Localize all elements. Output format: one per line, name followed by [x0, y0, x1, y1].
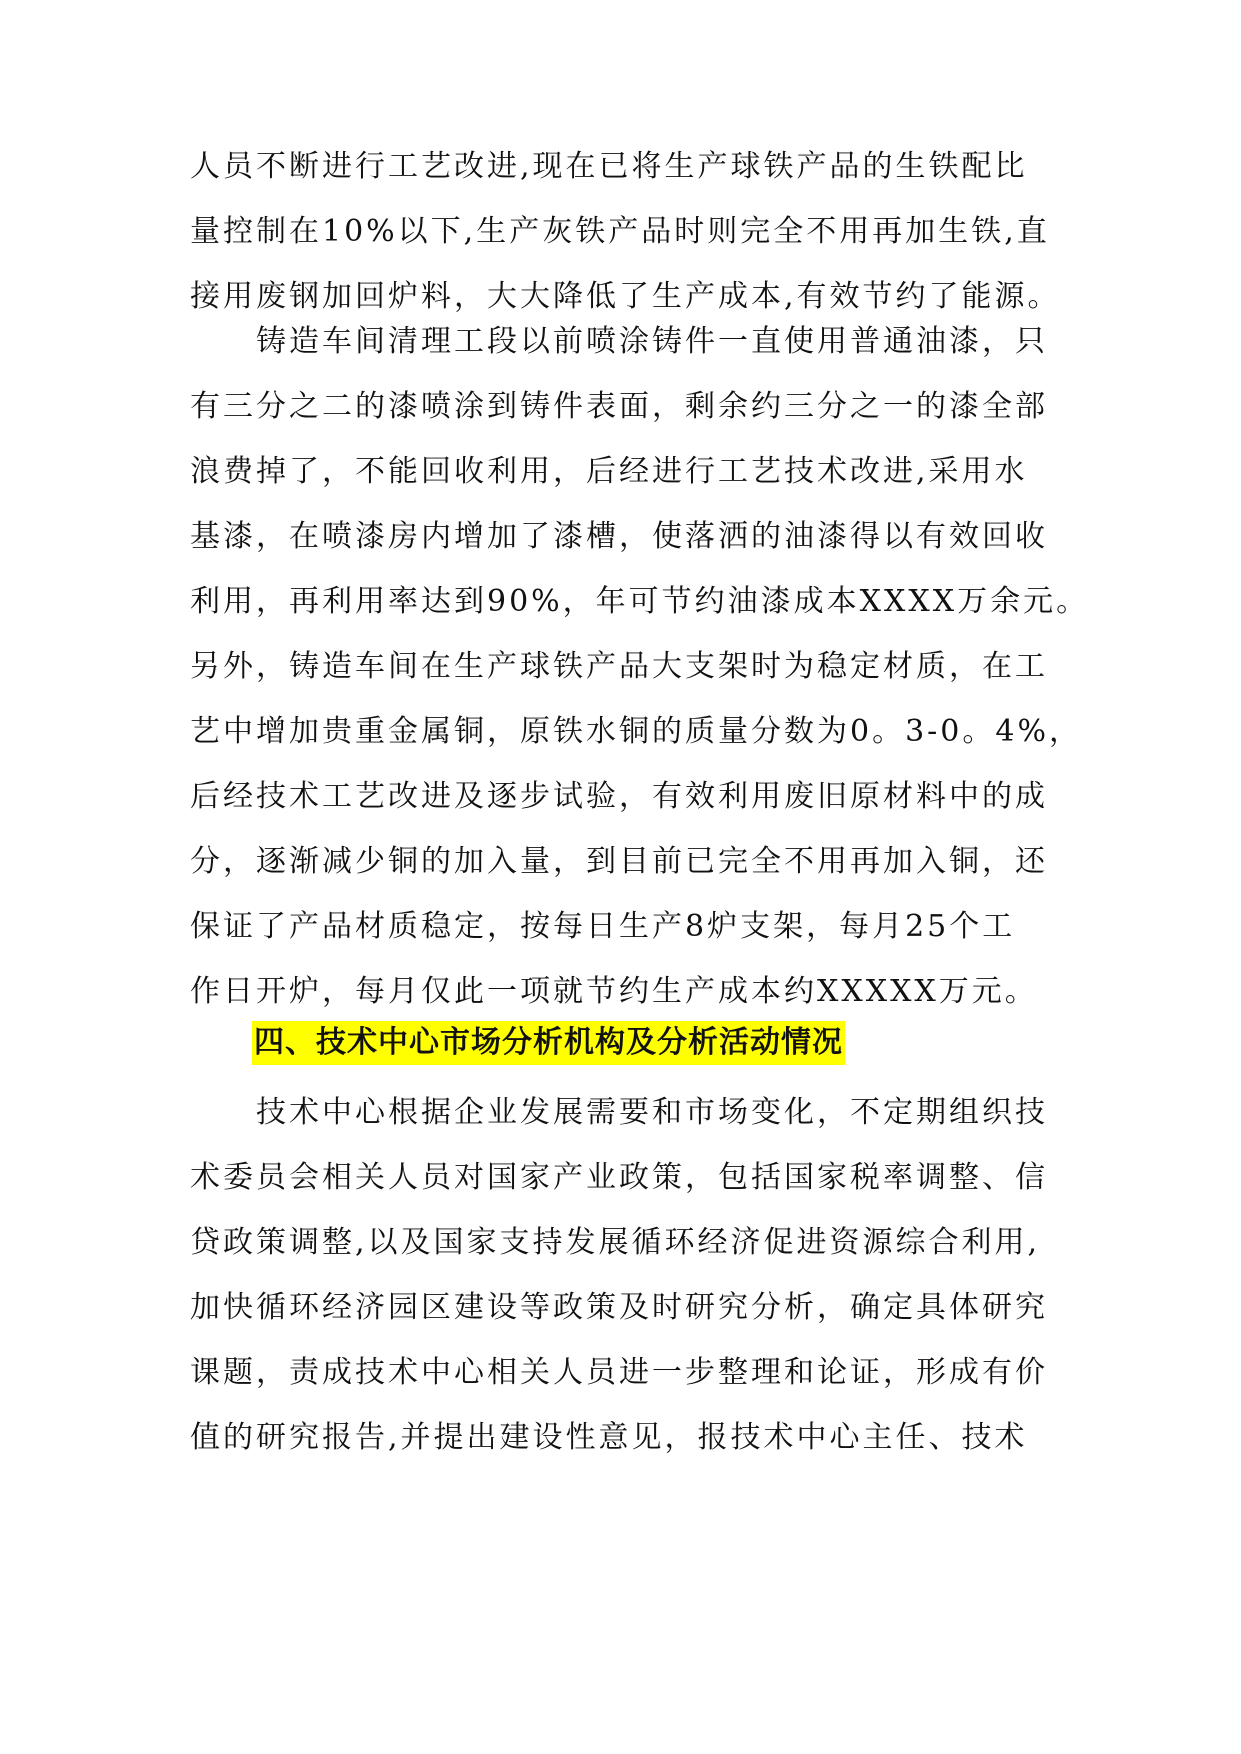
text-line: 作日开炉，每月仅此一项就节约生产成本约XXXXX万元。 — [190, 974, 1038, 1009]
text-line: 值的研究报告,并提出建设性意见，报技术中心主任、技术 — [190, 1420, 1028, 1455]
text-line: 人员不断进行工艺改进,现在已将生产球铁产品的生铁配比 — [190, 149, 1028, 184]
text-line: 贷政策调整,以及国家支持发展循环经济促进资源综合利用, — [190, 1225, 1041, 1260]
paragraph-3 — [190, 1080, 1060, 1470]
text-line: 分，逐渐减少铜的加入量，到目前已完全不用再加入铜，还 — [190, 844, 1048, 879]
paragraph-2 — [190, 309, 1090, 1024]
text-line: 术委员会相关人员对国家产业政策，包括国家税率调整、信 — [190, 1160, 1048, 1195]
text-line: 铸造车间清理工段以前喷涂铸件一直使用普通油漆，只 — [190, 324, 1048, 359]
text-line: 基漆，在喷漆房内增加了漆槽，使落洒的油漆得以有效回收 — [190, 519, 1048, 554]
paragraph-1 — [190, 134, 1060, 329]
text-line: 浪费掉了，不能回收利用，后经进行工艺技术改进,采用水 — [190, 454, 1028, 489]
text-line: 课题，责成技术中心相关人员进一步整理和论证，形成有价 — [190, 1355, 1048, 1390]
text-line: 另外，铸造车间在生产球铁产品大支架时为稳定材质，在工 — [190, 649, 1048, 684]
text-line: 量控制在10%以下,生产灰铁产品时则完全不用再加生铁,直 — [190, 214, 1050, 249]
text-line: 艺中增加贵重金属铜，原铁水铜的质量分数为0。3-0。4%， — [190, 714, 1082, 749]
section-heading-row — [190, 1015, 1060, 1080]
text-line: 保证了产品材质稳定，按每日生产8炉支架，每月25个工 — [190, 909, 1016, 944]
section-heading: 四、技术中心市场分析机构及分析活动情况 — [252, 1021, 845, 1065]
text-line: 利用，再利用率达到90%，年可节约油漆成本XXXX万余元。 — [190, 584, 1090, 619]
text-line: 有三分之二的漆喷涂到铸件表面，剩余约三分之一的漆全部 — [190, 389, 1048, 424]
text-line: 加快循环经济园区建设等政策及时研究分析，确定具体研究 — [190, 1290, 1048, 1325]
text-line: 接用废钢加回炉料，大大降低了生产成本,有效节约了能源。 — [190, 279, 1061, 314]
text-line: 技术中心根据企业发展需要和市场变化，不定期组织技 — [190, 1095, 1048, 1130]
text-line: 后经技术工艺改进及逐步试验，有效利用废旧原材料中的成 — [190, 779, 1048, 814]
